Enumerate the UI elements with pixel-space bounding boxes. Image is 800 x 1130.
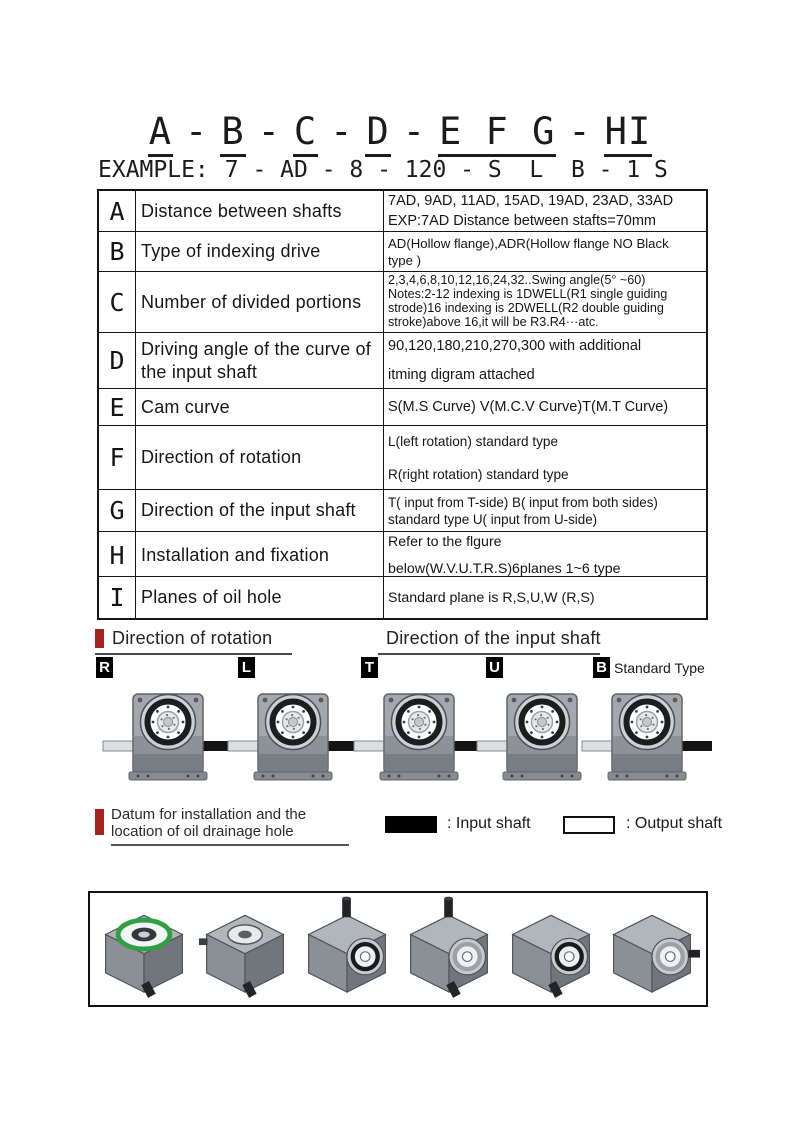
table-row-H <box>99 531 706 576</box>
table-row-F <box>99 425 706 489</box>
spec-table <box>97 189 708 620</box>
section-direction-of-input-shaft <box>378 628 600 655</box>
table-row-C <box>99 271 706 332</box>
row-value: 2,3,4,6,8,10,12,16,24,32..Swing angle(5° ~60) Notes:2-12 indexing is 1DWELL(R1 single guiding strode)16 indexing is 2DWELL(R2 double guiding stroke)above 16,it will be R3.R4···atc. <box>388 273 668 329</box>
row-letter: G <box>99 490 136 531</box>
part-number-formula <box>0 110 800 157</box>
section-title: Direction of rotation <box>112 628 273 648</box>
datum-line-2: location of oil drainage hole <box>111 823 294 840</box>
row-value: 90,120,180,210,270,300 with additional itming digram attached <box>388 338 642 383</box>
table-row-E <box>99 388 706 425</box>
table-row-D <box>99 332 706 388</box>
row-letter: E <box>99 389 136 425</box>
section-title: Direction of the input shaft <box>386 628 601 648</box>
output-shaft-swatch <box>563 816 615 834</box>
formula-dash: - <box>568 110 592 153</box>
drive-view-label-L: L <box>238 657 255 678</box>
row-value: S(M.S Curve) V(M.C.V Curve)T(M.T Curve) <box>388 399 669 415</box>
row-letter: F <box>99 426 136 489</box>
row-description: Distance between shafts <box>136 191 384 231</box>
formula-letter: D <box>365 110 390 157</box>
row-description: Installation and fixation <box>136 532 384 579</box>
example-label: EXAMPLE: <box>98 157 209 183</box>
table-row-B <box>99 231 706 271</box>
example-line <box>98 157 668 183</box>
row-letter: B <box>99 232 136 271</box>
formula-letter: A <box>148 110 173 157</box>
input-shaft-swatch <box>385 816 437 833</box>
row-letter: D <box>99 333 136 388</box>
formula-letter: C <box>293 110 318 157</box>
drive-view-label-R: R <box>96 657 113 678</box>
row-letter: C <box>99 272 136 332</box>
row-description: Type of indexing drive <box>136 232 384 271</box>
row-value: 7AD, 9AD, 11AD, 15AD, 19AD, 23AD, 33AD EXP:7AD Distance between stafts=70mm <box>388 193 674 229</box>
row-description: Direction of rotation <box>136 426 384 489</box>
table-row-G <box>99 489 706 531</box>
formula-letter: HI <box>604 110 653 157</box>
row-value: AD(Hollow flange),ADR(Hollow flange NO Black type ) <box>388 235 669 268</box>
table-row-I <box>99 576 706 618</box>
drive-view-label-T: T <box>361 657 378 678</box>
row-description: Planes of oil hole <box>136 577 384 618</box>
example-value: 7 - AD - 8 - 120 - S L B - 1 S <box>224 157 668 183</box>
row-value: Refer to the flgure below(W.V.U.T.R.S)6planes 1~6 type <box>388 534 621 577</box>
section-direction-of-rotation <box>95 628 292 655</box>
drive-view-label-U: U <box>486 657 503 678</box>
row-letter: H <box>99 532 136 579</box>
table-row-A <box>99 191 706 231</box>
datum-line-1: Datum for installation and the <box>111 806 307 823</box>
formula-letter: B <box>220 110 245 157</box>
gearbox-drawing-L <box>227 690 359 789</box>
red-bar-icon <box>95 629 104 648</box>
row-description: Cam curve <box>136 389 384 425</box>
gearbox-drawing-B <box>581 690 713 789</box>
row-letter: I <box>99 577 136 618</box>
input-shaft-label: : Input shaft <box>447 815 531 832</box>
datum-heading <box>95 806 349 846</box>
gearbox-drawing-R <box>102 690 234 789</box>
indexer-top-hub <box>197 895 293 1004</box>
indexer-top-dial-green <box>96 895 192 1004</box>
formula-letter: E F G <box>438 110 556 157</box>
indexer-front-flange <box>299 895 395 1004</box>
red-bar-icon <box>95 809 104 835</box>
row-value: Standard plane is R,S,U,W (R,S) <box>388 589 595 606</box>
row-letter: A <box>99 191 136 231</box>
row-description: Number of divided portions <box>136 272 384 332</box>
formula-dash: - <box>257 110 281 153</box>
product-gallery <box>88 891 708 1007</box>
formula-dash: - <box>402 110 426 153</box>
indexer-upright-flange <box>503 895 599 1004</box>
gearbox-drawing-T <box>353 690 485 789</box>
output-shaft-label: : Output shaft <box>626 815 723 832</box>
row-description: Driving angle of the curve of the input shaft <box>136 333 384 388</box>
row-value: T( input from T-side) B( input from both sides) standard type U( input from U-side) <box>388 494 658 527</box>
indexer-both-shafts <box>401 895 497 1004</box>
formula-dash: - <box>185 110 209 153</box>
row-value: L(left rotation) standard type R(right rotation) standard type <box>388 433 569 482</box>
drive-view-label-B: B <box>593 657 610 678</box>
formula-dash: - <box>330 110 354 153</box>
standard-type-note: Standard Type <box>614 660 705 676</box>
indexer-side-input <box>604 895 700 1004</box>
row-description: Direction of the input shaft <box>136 490 384 531</box>
